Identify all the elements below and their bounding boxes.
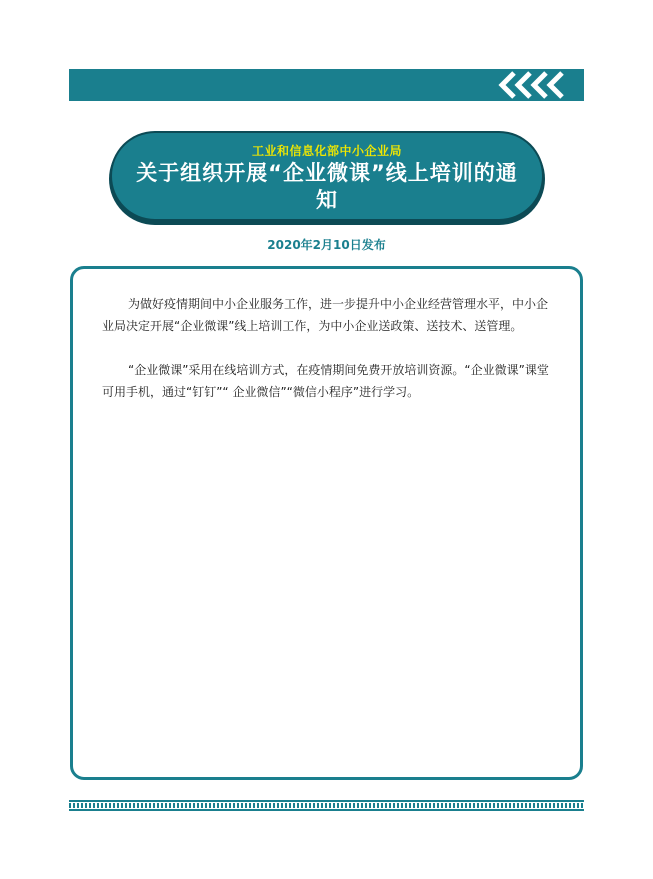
body-paragraph-1: 为做好疫情期间中小企业服务工作，进一步提升中小企业经营管理水平，中小企业局决定开展“企业微课”线上培训工作，为中小企业送政策、送技术、送管理。 — [102, 297, 549, 333]
footer-rule-bottom — [69, 809, 584, 811]
footer-rule-top — [69, 800, 584, 802]
chevron-decoration-icon — [492, 69, 578, 101]
footer-rule-stripes — [69, 803, 584, 808]
title-banner — [112, 133, 542, 219]
page-title: 关于组织开展“企业微课”线上培训的通知 — [136, 161, 518, 212]
publish-date: 2020年2月10日发布 — [267, 238, 386, 252]
issuer-label: 工业和信息化部中小企业局 — [251, 144, 402, 158]
top-banner-bar — [69, 69, 584, 101]
body-paragraph-2: “企业微课”采用在线培训方式，在疫情期间免费开放培训资源。“企业微课”课堂可用手机，通过“钉钉”“ 企业微信”“微信小程序”进行学习。 — [102, 363, 549, 399]
notice-content-box — [70, 266, 583, 780]
